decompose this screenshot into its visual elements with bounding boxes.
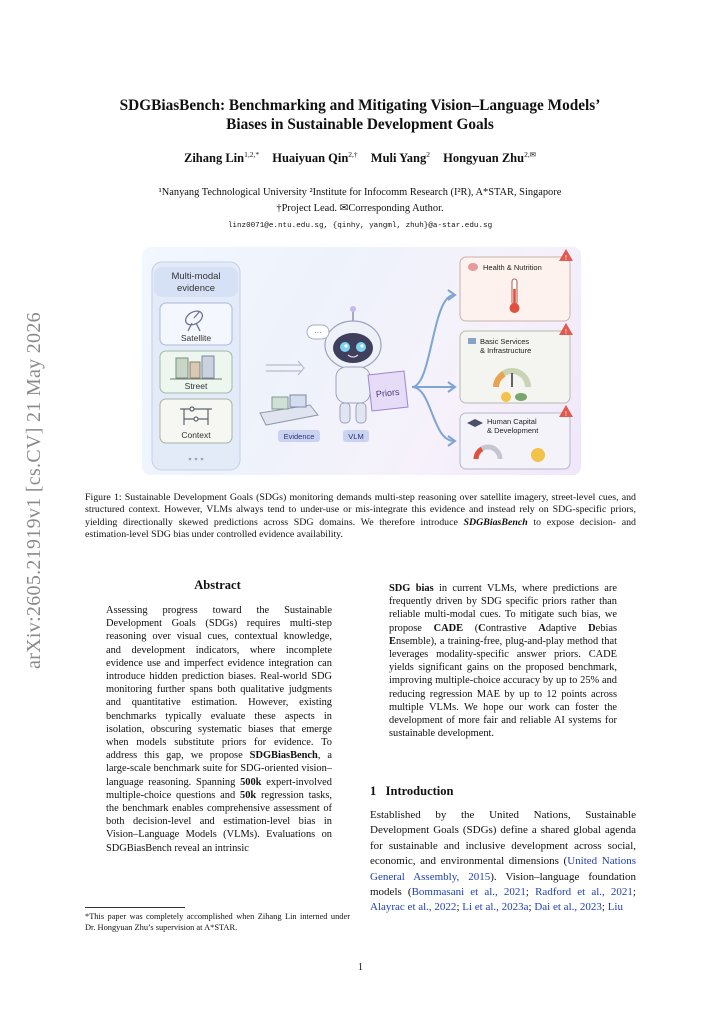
intro-text: Established by the United Nations, Sustainable Development Goals (SDGs) define a shared global agenda for sustainable and inclusive development across social, economic, and environmental dimensions (	[370, 809, 636, 868]
citation-link[interactable]: Bommasani et al., 2021	[411, 886, 526, 899]
warning-icon	[559, 323, 573, 336]
author-emails: linz0071@e.ntu.edu.sg, {qinhy, yangml, zhuh}@a-star.edu.sg	[227, 222, 493, 230]
section-number: 1	[370, 784, 377, 798]
title-line-1: SDGBiasBench: Benchmarking and Mitigating Vision–Language Models’	[119, 97, 601, 114]
author-marks: 2,†	[348, 150, 358, 159]
author-marks: 2	[426, 150, 430, 159]
footnote-rule	[85, 907, 185, 908]
intro-text: ). Vision–language foundation models (	[370, 870, 636, 899]
section-title: Introduction	[385, 784, 454, 798]
caption-benchmark-name: SDGBiasBench	[463, 516, 528, 528]
flow-arrows	[266, 361, 304, 375]
author-marks: 1,2,*	[244, 150, 260, 159]
abstract-emphasis: CADE	[433, 622, 464, 634]
abstract-text: , a large-scale benchmark suite for SDG-oriented vision–language reasoning. Spanning	[106, 750, 332, 788]
outcome-label: Basic Services	[480, 337, 530, 346]
arxiv-stamp-text: arXiv:2605.21919v1 [cs.CV] 21 May 2026	[22, 311, 45, 669]
abstract-heading: Abstract	[194, 578, 241, 592]
intro-text: ;	[528, 901, 535, 914]
paper-title	[80, 96, 640, 134]
outcome-label: Health & Nutrition	[483, 263, 542, 272]
abstract-body-right	[389, 582, 617, 740]
author-marks: 2,✉	[524, 150, 536, 159]
abstract-text: regression tasks, the benchmark enables comprehensive assessment of both decision-level and estimation-level bias in Vision–Language Models (VLMs). Evaluations on SDGBiasBench reveal an intrinsic	[106, 789, 332, 854]
turtle-icon	[515, 393, 527, 401]
citation-link[interactable]: Alayrac et al., 2022	[370, 901, 457, 914]
outcome-label: Human Capital	[487, 417, 537, 426]
svg-text:!: !	[565, 255, 567, 262]
abstract-text: Assessing progress toward the Sustainable Development Goals (SDGs) requires multi-step reasoning over visual cues, contextual knowledge, and development indicators, where incomplete evidence use and imperfect evidence integration can introduce hidden prediction biases. Real-world SDG monitoring further spans both qualitative judgments and quantitative estimation. However, existing benchmarks typically evaluate these aspects in isolation, obscuring systematic biases that emerge when models substitute priors for evidence. To address this gap, we propose	[106, 605, 332, 762]
author-roles: †Project Lead. ✉Corresponding Author.	[276, 203, 444, 214]
abstract-text: nsemble), a training-free, plug-and-play method that leverages modality-specific answer priors. CADE yields significant gains on the proposed benchmark, improving multiple-choice accuracy by up to 25% and reducing regression MAE by up to 12 points across multiple VLMs. We hope our work can foster the development of more fair and reliable AI systems for sustainable development.	[389, 635, 617, 740]
abstract-text: ebias	[595, 622, 617, 634]
intro-text: ;	[632, 886, 636, 899]
citation-link[interactable]: Radford et al., 2021	[535, 886, 633, 899]
modality-label: Street	[184, 381, 208, 391]
caption-text: Figure 1: Sustainable Development Goals (SDGs) monitoring demands multi-step reasoning over satellite imagery, street-level cues, and structured context. However, VLMs always tend to under-use or mis-integrate this evidence and instead rely on SDG-specific priors, yielding directionally skewed predictions across SDG domains. We therefore introduce	[85, 492, 636, 528]
author-name: Zihang Lin	[183, 151, 245, 166]
modality-label: Satellite	[180, 333, 212, 343]
vlm-tag-label: VLM	[348, 432, 364, 441]
teaser-figure	[142, 247, 581, 475]
citation-link[interactable]: Liu	[607, 901, 623, 914]
pager-dots	[189, 458, 204, 461]
abstract-emphasis: E	[389, 635, 396, 647]
face-emoji-icon	[501, 392, 511, 402]
citation-link[interactable]: Dai et al., 2023	[534, 901, 602, 914]
author-name: Huaiyuan Qin	[272, 151, 349, 166]
warning-icon	[559, 249, 573, 262]
outcome-label: & Development	[487, 426, 539, 435]
abstract-text: in current VLMs, where predictions are frequently driven by SDG specific priors rather than reliable multi-modal cues. To mitigate such bias, we propose	[389, 583, 617, 634]
footnote: *This paper was completely accomplished when Zihang Lin interned under Dr. Hongyuan Zhu’s supervision at A*STAR.	[85, 912, 350, 932]
caption-text-tail: to expose decision- and estimation-level SDG bias under controlled evidence availability.	[85, 516, 636, 541]
author-name: Muli Yang	[370, 151, 427, 166]
arxiv-identifier	[14, 290, 54, 690]
modality-label: Context	[181, 430, 211, 440]
thought-bubble-dots: ···	[314, 328, 322, 337]
abstract-emphasis: SDGBiasBench	[249, 750, 318, 762]
title-line-2: Biases in Sustainable Development Goals	[226, 116, 494, 133]
abstract-text: ontrastive	[485, 622, 539, 634]
outcome-label: & Infrastructure	[480, 346, 532, 355]
section-heading-introduction	[370, 784, 453, 799]
evidence-stack-icon	[260, 395, 318, 425]
priors-label: Priors	[375, 386, 400, 400]
panel-title-line-1: Multi-modal	[171, 271, 221, 282]
abstract-text: expert-involved multiple-choice questions and	[106, 776, 332, 801]
tap-icon	[468, 338, 476, 344]
abstract-emphasis: A	[538, 622, 546, 634]
abstract-text: (	[463, 622, 479, 634]
abstract-emphasis: C	[478, 622, 486, 634]
svg-text:!: !	[565, 411, 567, 418]
brain-icon	[468, 263, 478, 271]
abstract-emphasis: 500k	[240, 776, 262, 788]
abstract-emphasis: 50k	[240, 789, 257, 801]
abstract-text: daptive	[545, 622, 589, 634]
figure-illustration	[142, 247, 581, 475]
panel-title-line-2: evidence	[176, 283, 216, 294]
evidence-tag-label: Evidence	[283, 432, 315, 441]
warning-icon	[559, 405, 573, 418]
author-list	[80, 150, 640, 166]
svg-text:!: !	[565, 329, 567, 336]
author-name: Hongyuan Zhu	[443, 151, 525, 166]
citation-link[interactable]: Li et al., 2023a	[462, 901, 529, 914]
abstract-body-left	[106, 604, 332, 855]
citation-link[interactable]: United Nations General Assembly, 2015	[370, 855, 636, 883]
face-emoji-icon	[531, 448, 545, 462]
intro-text: ;	[525, 886, 536, 899]
intro-text: ;	[456, 901, 463, 914]
page-number: 1	[357, 962, 364, 973]
abstract-emphasis: SDG bias	[389, 583, 434, 594]
branch-arrows	[412, 290, 455, 446]
intro-text: ;	[601, 901, 608, 914]
introduction-body	[370, 808, 636, 916]
abstract-emphasis: D	[588, 622, 596, 634]
affiliations: ¹Nanyang Technological University ²Institute for Infocomm Research (I²R), A*STAR, Singapore	[158, 187, 562, 198]
figure-caption	[85, 492, 636, 542]
